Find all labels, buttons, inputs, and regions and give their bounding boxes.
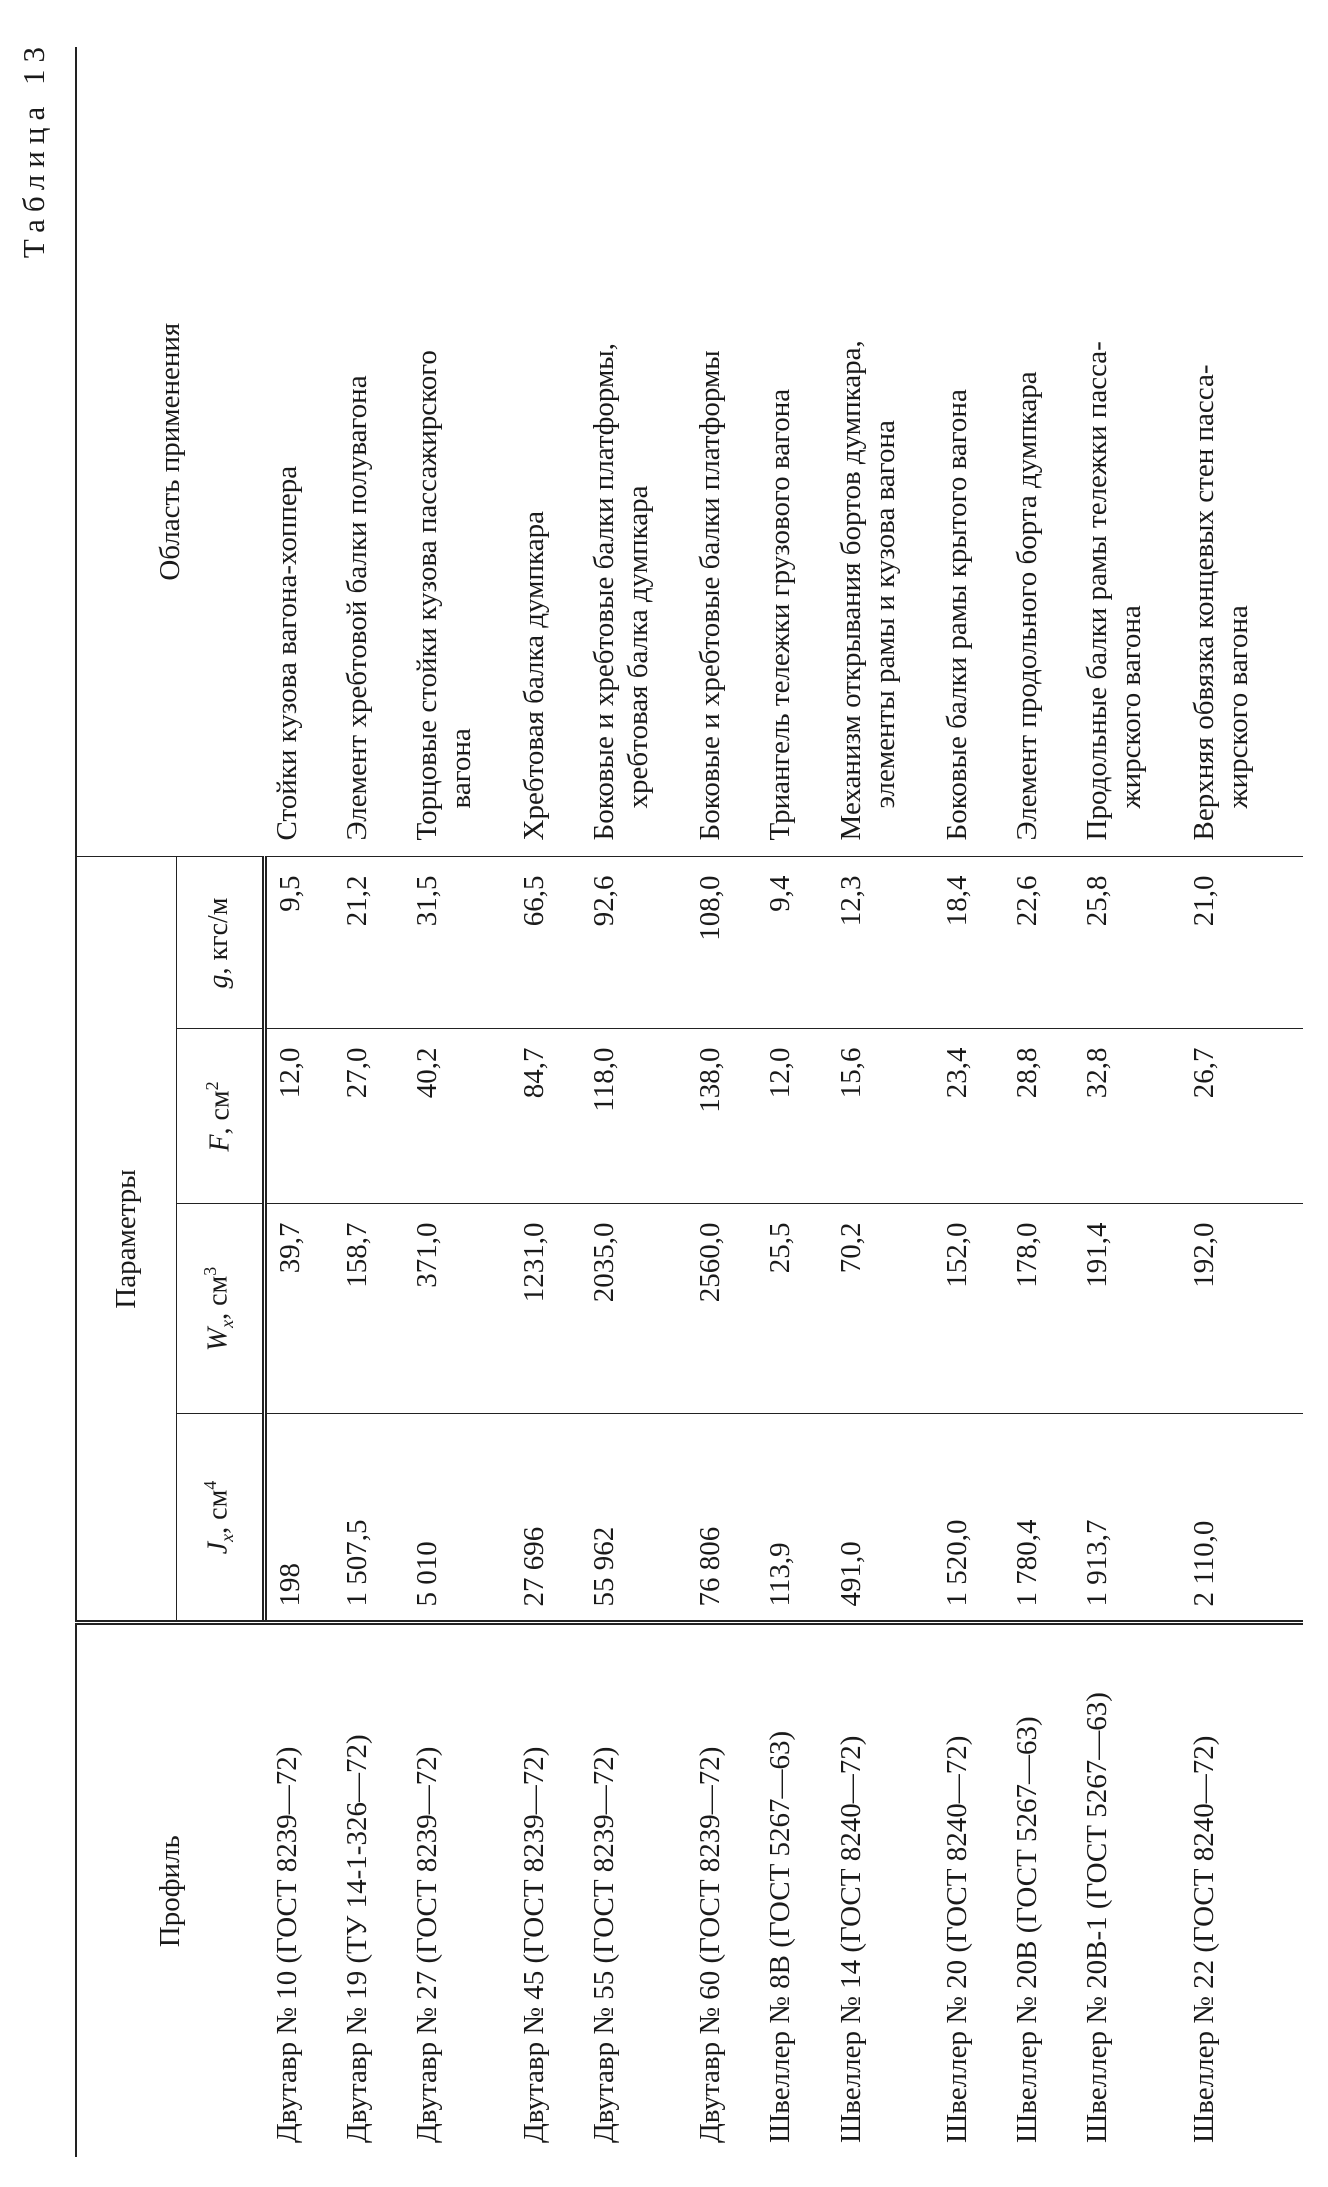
area-cell (1181, 47, 1303, 857)
table-row (1004, 47, 1074, 2157)
f-cell: 23,4 (934, 1029, 1004, 1204)
area-cell (934, 47, 1004, 857)
profile-cell: Двутавр № 19 (ТУ 14-1-326—72) (334, 1623, 404, 2157)
g-cell: 108,0 (687, 857, 757, 1029)
profile-cell: Швеллер № 22 (ГОСТ 8240—72) (1181, 1623, 1303, 2157)
f-cell: 84,7 (511, 1029, 581, 1204)
profile-cell: Швеллер № 20В-1 (ГОСТ 5267—63) (1074, 1623, 1180, 2157)
area-line-1: Механизм открывания бортов думпкара, (834, 340, 867, 841)
table-header (76, 47, 264, 2157)
area-line-2: хребтовая балка думпкара (621, 485, 654, 809)
jx-cell: 55 962 (587, 1526, 620, 1607)
table-row (511, 47, 581, 2157)
table-body (264, 47, 1303, 2157)
jx-cell: 113,9 (764, 1542, 797, 1607)
area-cell (581, 47, 687, 857)
wx-cell: 158,7 (334, 1204, 404, 1414)
header-wx: $W_x$, $см^3$ (176, 1204, 264, 1414)
area-line-1: Элемент продольного борта думпкара (1011, 371, 1044, 841)
f-cell: 118,0 (581, 1029, 687, 1204)
jx-cell: 491,0 (834, 1541, 867, 1607)
area-cell (757, 47, 827, 857)
area-line-1: Боковые балки рамы крытого вагона (940, 389, 973, 841)
wx-cell: 39,7 (264, 1204, 334, 1414)
jx-cell: 1 507,5 (341, 1519, 374, 1607)
profile-cell: Швеллер № 8В (ГОСТ 5267—63) (757, 1623, 827, 2157)
area-line-1: Верхняя обвязка концевых стен пасса- (1187, 364, 1220, 841)
header-profile: Профиль (76, 1623, 264, 2157)
area-line-1: Торцовые стойки кузова пассажирского (411, 350, 444, 841)
jx-cell: 1 780,4 (1011, 1519, 1044, 1607)
g-cell: 22,6 (1004, 857, 1074, 1029)
f-cell: 12,0 (264, 1029, 334, 1204)
g-cell: 9,4 (757, 857, 827, 1029)
jx-cell: 5 010 (411, 1541, 444, 1607)
table-row (687, 47, 757, 2157)
header-g: g, кгс/м (176, 857, 264, 1029)
header-jx: $J_x$, $см^4$ (176, 1414, 264, 1623)
header-parameters: Параметры (109, 1169, 142, 1309)
f-cell: 27,0 (334, 1029, 404, 1204)
area-cell (828, 47, 934, 857)
table-caption: Таблица 13 (16, 40, 51, 259)
area-cell (1004, 47, 1074, 857)
f-cell: 26,7 (1181, 1029, 1303, 1204)
table-row (757, 47, 827, 2157)
area-line-1: Триангель тележки грузового вагона (764, 388, 797, 841)
jx-cell: 2 110,0 (1187, 1520, 1220, 1607)
area-line-1: Продольные балки рамы тележки пасса- (1081, 341, 1114, 841)
profile-cell: Швеллер № 20В (ГОСТ 5267—63) (1004, 1623, 1074, 2157)
jx-cell: 27 696 (517, 1526, 550, 1607)
wx-cell: 191,4 (1074, 1204, 1180, 1414)
g-cell: 92,6 (581, 857, 687, 1029)
table-row (934, 47, 1004, 2157)
g-cell: 21,0 (1181, 857, 1303, 1029)
jx-cell: 76 806 (694, 1526, 727, 1607)
f-cell: 12,0 (757, 1029, 827, 1204)
g-cell: 31,5 (404, 857, 510, 1029)
profile-cell: Двутавр № 27 (ГОСТ 8239—72) (404, 1623, 510, 2157)
area-line-1: Элемент хребтовой балки полувагона (341, 375, 374, 841)
g-cell: 12,3 (828, 857, 934, 1029)
table-row (1074, 47, 1180, 2157)
profile-cell: Двутавр № 60 (ГОСТ 8239—72) (687, 1623, 757, 2157)
area-cell (687, 47, 757, 857)
f-cell: 138,0 (687, 1029, 757, 1204)
g-cell: 66,5 (511, 857, 581, 1029)
area-cell (404, 47, 510, 857)
area-cell (334, 47, 404, 857)
area-cell (1074, 47, 1180, 857)
wx-cell: 25,5 (757, 1204, 827, 1414)
wx-cell: 70,2 (828, 1204, 934, 1414)
profile-cell: Двутавр № 45 (ГОСТ 8239—72) (511, 1623, 581, 2157)
area-line-2: жирского вагона (1221, 605, 1254, 809)
table-row (828, 47, 934, 2157)
table-row (1181, 47, 1303, 2157)
profile-cell: Швеллер № 20 (ГОСТ 8240—72) (934, 1623, 1004, 2157)
wx-cell: 1231,0 (511, 1204, 581, 1414)
wx-cell: 2560,0 (687, 1204, 757, 1414)
area-cell (511, 47, 581, 857)
jx-cell: 1 913,7 (1081, 1519, 1114, 1607)
area-line-1: Хребтовая балка думпкара (517, 511, 550, 841)
jx-cell: 198 (273, 1563, 306, 1607)
g-cell: 21,2 (334, 857, 404, 1029)
area-line-1: Боковые и хребтовые балки платформы, (587, 342, 620, 841)
f-cell: 40,2 (404, 1029, 510, 1204)
jx-cell: 1 520,0 (940, 1519, 973, 1607)
f-cell: 32,8 (1074, 1029, 1180, 1204)
wx-cell: 178,0 (1004, 1204, 1074, 1414)
area-line-2: элементы рамы и кузова вагона (868, 420, 901, 809)
header-area: Область применения (76, 47, 264, 857)
profile-cell: Двутавр № 55 (ГОСТ 8239—72) (581, 1623, 687, 2157)
area-line-1: Боковые и хребтовые балки платформы (694, 350, 727, 841)
profile-cell: Швеллер № 14 (ГОСТ 8240—72) (828, 1623, 934, 2157)
f-cell: 15,6 (828, 1029, 934, 1204)
profile-cell: Двутавр № 10 (ГОСТ 8239—72) (264, 1623, 334, 2157)
g-cell: 9,5 (264, 857, 334, 1029)
profiles-table (75, 47, 1303, 2157)
f-cell: 28,8 (1004, 1029, 1074, 1204)
wx-cell: 371,0 (404, 1204, 510, 1414)
area-line-1: Стойки кузова вагона-хоппера (271, 465, 303, 841)
wx-cell: 152,0 (934, 1204, 1004, 1414)
table-row (404, 47, 510, 2157)
wx-cell: 2035,0 (581, 1204, 687, 1414)
table-row (264, 47, 334, 2157)
area-cell (264, 47, 334, 857)
table-row (334, 47, 404, 2157)
g-cell: 25,8 (1074, 857, 1180, 1029)
area-line-2: вагона (445, 728, 478, 809)
header-f: F, $см^2$ (176, 1029, 264, 1204)
g-cell: 18,4 (934, 857, 1004, 1029)
wx-cell: 192,0 (1181, 1204, 1303, 1414)
area-line-2: жирского вагона (1115, 605, 1148, 809)
table-row (581, 47, 687, 2157)
